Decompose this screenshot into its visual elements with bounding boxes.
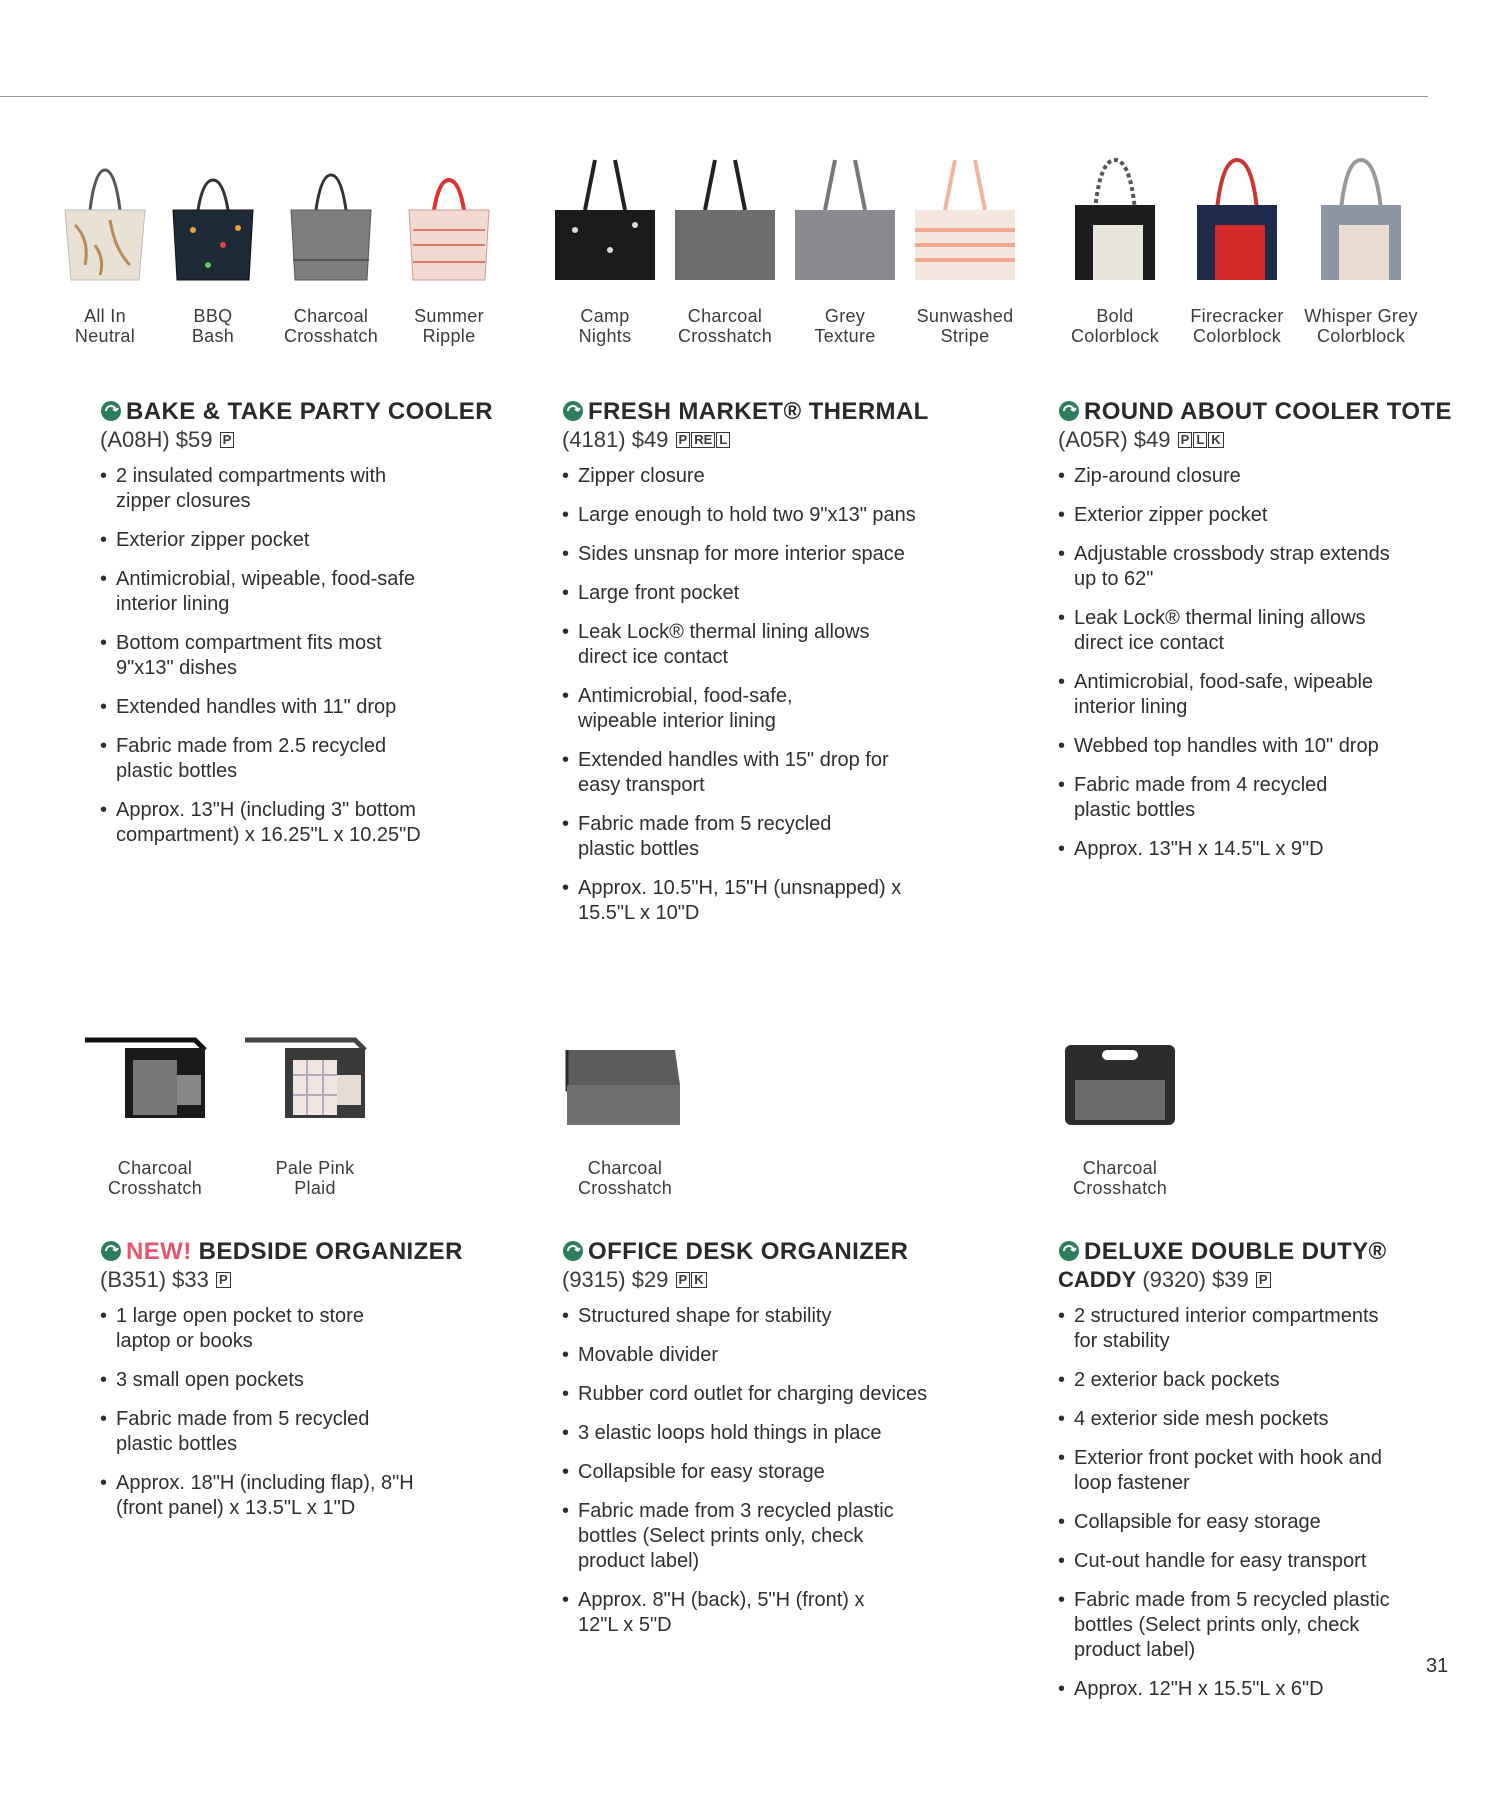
- swatch-label: Bold Colorblock: [1070, 306, 1160, 346]
- swatch-label: Charcoal Crosshatch: [107, 1158, 203, 1198]
- feature-item: • Extended handles with 15" drop for easy transport: [562, 748, 898, 798]
- swatch-label: Charcoal Crosshatch: [283, 306, 379, 346]
- code-badge: K: [1208, 432, 1223, 448]
- swatch-label: Charcoal Crosshatch: [577, 1158, 673, 1198]
- recycle-icon: [100, 400, 122, 422]
- page-number: 31: [1426, 1655, 1449, 1677]
- swatch-bbq-bash[interactable]: [148, 150, 278, 346]
- feature-item: • Approx. 13"H x 14.5"L x 9"D: [1058, 837, 1408, 862]
- desk-organizer-icon: [555, 1030, 695, 1130]
- feature-item: • Antimicrobial, food-safe, wipeable interior lining: [562, 684, 858, 734]
- feature-item: • Bottom compartment fits most 9"x13" dishes: [100, 631, 440, 681]
- feature-item: • Webbed top handles with 10" drop: [1058, 734, 1408, 759]
- swatch-label: Grey Texture: [814, 306, 876, 346]
- swatch-label: Whisper Grey Colorblock: [1304, 306, 1418, 346]
- swatch-label: Pale Pink Plaid: [275, 1158, 355, 1198]
- feature-item: • 4 exterior side mesh pockets: [1058, 1407, 1398, 1432]
- new-badge: NEW!: [126, 1238, 192, 1265]
- feature-item: • Structured shape for stability: [562, 1304, 942, 1329]
- code-badge: P: [216, 1272, 231, 1288]
- swatch-firecracker-colorblock[interactable]: [1172, 150, 1302, 346]
- swatch-whisper-grey-colorblock[interactable]: [1296, 150, 1426, 346]
- feature-item: • Large enough to hold two 9"x13" pans: [562, 503, 942, 528]
- desk-swatches: [550, 1030, 700, 1230]
- feature-item: • Fabric made from 5 recycled plastic bottles: [562, 812, 878, 862]
- thermal-swatches: [540, 150, 1040, 380]
- swatch-charcoal-crosshatch[interactable]: [550, 1030, 700, 1198]
- feature-list: [562, 1304, 942, 1638]
- feature-list: [562, 464, 942, 926]
- code-badge: RE: [691, 432, 715, 448]
- thermal-bag-icon: [670, 150, 780, 290]
- feature-item: • Approx. 18"H (including flap), 8"H (front panel) x 13.5"L x 1"D: [100, 1471, 446, 1521]
- swatch-pale-pink-plaid[interactable]: [240, 1030, 390, 1198]
- tote-bag-icon: [281, 150, 381, 290]
- product-deluxe-double-duty-caddy: [1058, 1238, 1478, 1716]
- feature-list: [1058, 1304, 1398, 1702]
- swatch-sunwashed-stripe[interactable]: [900, 150, 1030, 346]
- swatch-label: Sunwashed Stripe: [916, 306, 1014, 346]
- caddy-icon: [1050, 1030, 1190, 1130]
- feature-item: • Adjustable crossbody strap extends up to 62": [1058, 542, 1408, 592]
- product-office-desk-organizer: [562, 1238, 982, 1652]
- code-badge: L: [716, 432, 730, 448]
- product-sku-price: (4181) $49 P RE L: [562, 426, 982, 454]
- feature-item: • Zipper closure: [562, 464, 942, 489]
- feature-item: • Fabric made from 5 recycled plastic bottles: [100, 1407, 416, 1457]
- feature-item: • Collapsible for easy storage: [562, 1460, 942, 1485]
- feature-item: • Fabric made from 3 recycled plastic bottles (Select prints only, check product label): [562, 1499, 898, 1574]
- tote-swatches: [1050, 150, 1450, 380]
- feature-item: • 2 insulated compartments with zipper closures: [100, 464, 440, 514]
- cooler-swatches: [40, 150, 520, 380]
- bedside-swatches: [80, 1030, 400, 1230]
- feature-item: • Extended handles with 11" drop: [100, 695, 440, 720]
- swatch-charcoal-crosshatch[interactable]: [1045, 1030, 1195, 1198]
- tote-bag-icon: [163, 150, 263, 290]
- code-badge: P: [1256, 1272, 1271, 1288]
- tote-bag-icon: [55, 150, 155, 290]
- top-divider: [0, 96, 1428, 97]
- cooler-tote-icon: [1187, 150, 1287, 290]
- bedside-organizer-icon: [85, 1030, 225, 1130]
- product-round-about-cooler-tote: [1058, 398, 1478, 876]
- product-bake-take-party-cooler: [100, 398, 520, 862]
- code-badge: K: [691, 1272, 706, 1288]
- product-bedside-organizer: [100, 1238, 520, 1535]
- feature-list: [100, 464, 440, 848]
- feature-item: • Zip-around closure: [1058, 464, 1408, 489]
- code-badge: P: [676, 1272, 691, 1288]
- product-sku-price: (9315) $29 P K: [562, 1266, 982, 1294]
- product-title: ROUND ABOUT COOLER TOTE: [1058, 398, 1478, 426]
- thermal-bag-icon: [910, 150, 1020, 290]
- product-fresh-market-thermal: [562, 398, 982, 940]
- thermal-bag-icon: [790, 150, 900, 290]
- feature-item: • Approx. 8"H (back), 5"H (front) x 12"L x 5"D: [562, 1588, 898, 1638]
- feature-item: • Exterior zipper pocket: [100, 528, 440, 553]
- swatch-label: Summer Ripple: [414, 306, 484, 346]
- feature-item: • 1 large open pocket to store laptop or books: [100, 1304, 420, 1354]
- feature-item: • Approx. 10.5"H, 15"H (unsnapped) x 15.5"L x 10"D: [562, 876, 918, 926]
- product-title: BAKE & TAKE PARTY COOLER: [100, 398, 520, 426]
- swatch-camp-nights[interactable]: [540, 150, 670, 346]
- code-badge: P: [1178, 432, 1193, 448]
- feature-item: • Movable divider: [562, 1343, 942, 1368]
- feature-item: • Collapsible for easy storage: [1058, 1510, 1398, 1535]
- feature-item: • Fabric made from 2.5 recycled plastic bottles: [100, 734, 440, 784]
- feature-item: • 2 exterior back pockets: [1058, 1368, 1398, 1393]
- swatch-charcoal-crosshatch[interactable]: [266, 150, 396, 346]
- swatch-label: Charcoal Crosshatch: [677, 306, 773, 346]
- thermal-bag-icon: [550, 150, 660, 290]
- feature-item: • Approx. 12"H x 15.5"L x 6"D: [1058, 1677, 1398, 1702]
- feature-item: • 2 structured interior compartments for stability: [1058, 1304, 1404, 1354]
- feature-item: • Fabric made from 5 recycled plastic bottles (Select prints only, check product label): [1058, 1588, 1394, 1663]
- feature-item: • 3 elastic loops hold things in place: [562, 1421, 942, 1446]
- feature-item: • Leak Lock® thermal lining allows direct ice contact: [1058, 606, 1394, 656]
- product-sku-price: (B351) $33 P: [100, 1266, 520, 1294]
- feature-item: • Sides unsnap for more interior space: [562, 542, 942, 567]
- product-sku-price: (A08H) $59 P: [100, 426, 520, 454]
- swatch-label: All In Neutral: [74, 306, 136, 346]
- feature-item: • Antimicrobial, wipeable, food-safe interior lining: [100, 567, 440, 617]
- product-title: FRESH MARKET® THERMAL: [562, 398, 982, 426]
- recycle-icon: [1058, 400, 1080, 422]
- feature-item: • Rubber cord outlet for charging devices: [562, 1382, 942, 1407]
- swatch-charcoal-crosshatch[interactable]: [80, 1030, 230, 1198]
- feature-item: • Fabric made from 4 recycled plastic bottles: [1058, 773, 1354, 823]
- product-title: DELUXE DOUBLE DUTY®: [1058, 1238, 1478, 1266]
- swatch-grey-texture[interactable]: [780, 150, 910, 346]
- swatch-label: Camp Nights: [578, 306, 632, 346]
- recycle-icon: [562, 1240, 584, 1262]
- feature-item: • Exterior front pocket with hook and loop fastener: [1058, 1446, 1384, 1496]
- recycle-icon: [100, 1240, 122, 1262]
- cooler-tote-icon: [1065, 150, 1165, 290]
- code-badge: L: [1193, 432, 1207, 448]
- product-title: OFFICE DESK ORGANIZER: [562, 1238, 982, 1266]
- code-badge: P: [220, 432, 235, 448]
- swatch-label: BBQ Bash: [191, 306, 235, 346]
- cooler-tote-icon: [1311, 150, 1411, 290]
- tote-bag-icon: [399, 150, 499, 290]
- caddy-swatches: [1045, 1030, 1195, 1230]
- feature-item: • Exterior zipper pocket: [1058, 503, 1408, 528]
- feature-list: [100, 1304, 420, 1521]
- feature-item: • Approx. 13"H (including 3" bottom compartment) x 16.25"L x 10.25"D: [100, 798, 476, 848]
- swatch-charcoal-crosshatch[interactable]: [660, 150, 790, 346]
- recycle-icon: [562, 400, 584, 422]
- feature-item: • Leak Lock® thermal lining allows direct ice contact: [562, 620, 898, 670]
- feature-list: [1058, 464, 1408, 862]
- swatch-bold-colorblock[interactable]: [1050, 150, 1180, 346]
- product-sku-price: CADDY (9320) $39 P: [1058, 1266, 1478, 1294]
- bedside-organizer-icon: [245, 1030, 385, 1130]
- feature-item: • Cut-out handle for easy transport: [1058, 1549, 1398, 1574]
- swatch-summer-ripple[interactable]: [384, 150, 514, 346]
- recycle-icon: [1058, 1240, 1080, 1262]
- swatch-label: Firecracker Colorblock: [1190, 306, 1284, 346]
- product-sku-price: (A05R) $49 P L K: [1058, 426, 1478, 454]
- feature-item: • Antimicrobial, food-safe, wipeable interior lining: [1058, 670, 1414, 720]
- feature-item: • 3 small open pockets: [100, 1368, 420, 1393]
- swatch-label: Charcoal Crosshatch: [1072, 1158, 1168, 1198]
- code-badge: P: [676, 432, 691, 448]
- product-title: NEW! BEDSIDE ORGANIZER: [100, 1238, 520, 1266]
- feature-item: • Large front pocket: [562, 581, 942, 606]
